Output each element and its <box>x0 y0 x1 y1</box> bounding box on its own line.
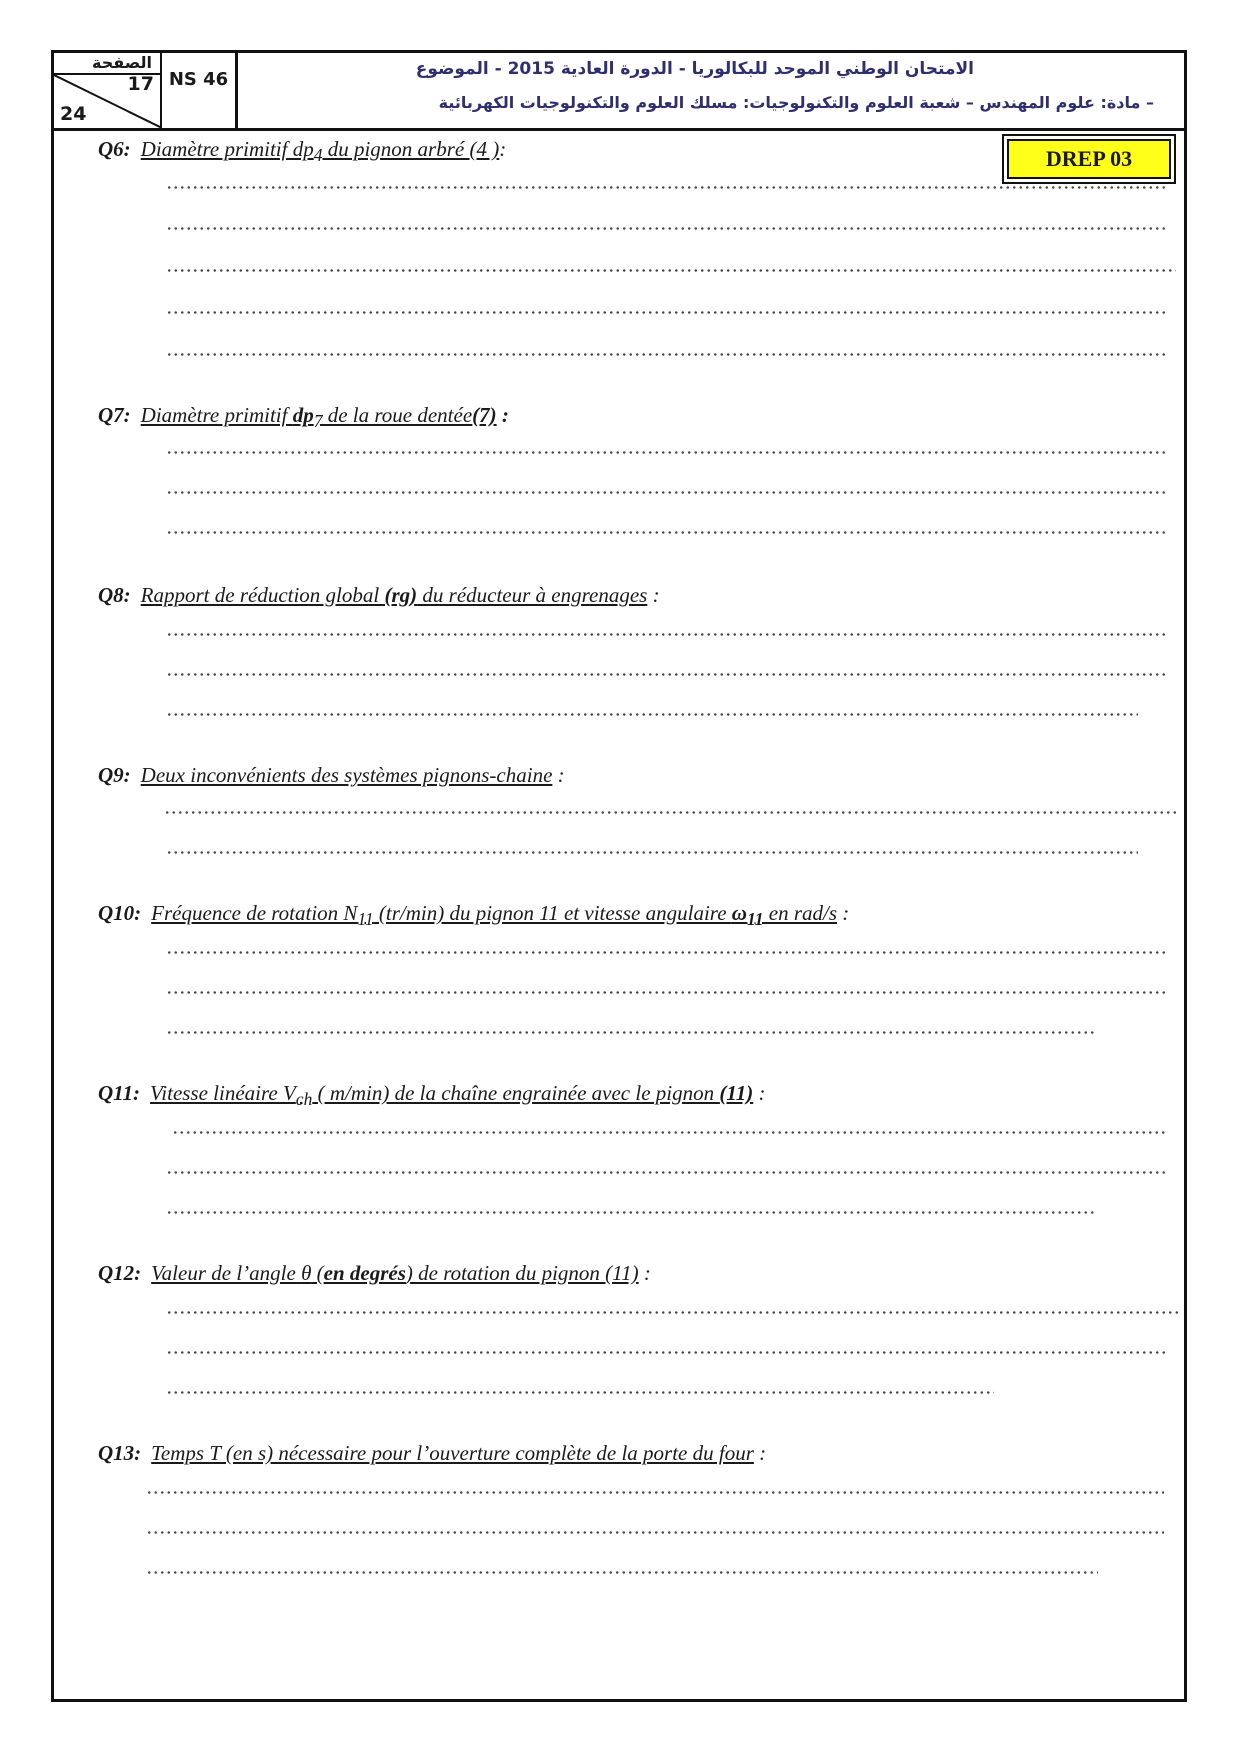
question-suffix: : <box>499 137 507 161</box>
answer-line[interactable] <box>166 1031 1096 1034</box>
question-number: Q13: <box>98 1441 142 1465</box>
answer-line[interactable] <box>166 1211 1096 1214</box>
answer-line[interactable] <box>172 1131 1168 1134</box>
drep-badge <box>1002 134 1176 184</box>
answer-line[interactable] <box>166 186 1166 189</box>
question-q6 <box>98 137 506 166</box>
question-text: Temps T (en s) nécessaire pour l’ouverture complète de la porte du four <box>151 1441 754 1465</box>
page-label: الصفحة <box>54 53 160 75</box>
exam-title-line2: – مادة: علوم المهندس – شعبة العلوم والتكنولوجيات: مسلك العلوم والتكنولوجيات الكهربائية <box>438 93 1154 112</box>
question-suffix: : <box>758 1081 766 1105</box>
question-suffix: : <box>652 583 660 607</box>
answer-line[interactable] <box>166 851 1138 854</box>
question-number: Q6: <box>98 137 131 161</box>
answer-line[interactable] <box>146 1531 1164 1534</box>
page-frame <box>51 50 1187 1702</box>
page-total: 24 <box>60 103 87 125</box>
drep-label: DREP 03 <box>1007 139 1171 179</box>
exam-code: NS 46 <box>162 53 238 128</box>
question-suffix: : <box>842 901 850 925</box>
question-text: Deux inconvénients des systèmes pignons-chaine <box>140 763 553 787</box>
answer-line[interactable] <box>166 531 1166 534</box>
question-q10 <box>98 901 849 930</box>
question-suffix: : <box>759 1441 767 1465</box>
question-q8 <box>98 583 660 608</box>
answer-line[interactable] <box>166 1311 1180 1314</box>
exam-title-line1: الامتحان الوطني الموحد للبكالوريا - الدورة العادية 2015 - الموضوع <box>415 59 974 79</box>
question-q12 <box>98 1261 651 1286</box>
exam-titles <box>244 53 1154 128</box>
answer-line[interactable] <box>166 311 1166 314</box>
question-text: Vitesse linéaire $V_{ch}$ ( m/min) de la chaîne engrainée avec le pignon (11) <box>150 1081 754 1110</box>
question-text: Rapport de réduction global (rg) du réducteur à engrenages <box>140 583 648 607</box>
question-number: Q9: <box>98 763 131 787</box>
question-suffix: : <box>501 403 509 427</box>
answer-line[interactable] <box>166 633 1166 636</box>
question-number: Q7: <box>98 403 131 427</box>
question-text: Diamètre primitif $dp_7$ de la roue dentée(7) <box>140 403 497 432</box>
page-header <box>54 53 1184 131</box>
answer-line[interactable] <box>166 1391 994 1394</box>
question-q11 <box>98 1081 765 1110</box>
question-q13 <box>98 1441 766 1466</box>
page-current: 17 <box>127 73 154 95</box>
question-number: Q12: <box>98 1261 142 1285</box>
answer-line[interactable] <box>166 951 1166 954</box>
answer-line[interactable] <box>166 1351 1166 1354</box>
answer-line[interactable] <box>146 1571 1098 1574</box>
answer-line[interactable] <box>166 353 1166 356</box>
question-text: Fréquence de rotation $N_{11}$ (tr/min) du pignon 11 et vitesse angulaire $\omega_{11}$ en rad/s <box>151 901 837 930</box>
answer-line[interactable] <box>166 491 1166 494</box>
question-text: Valeur de l’angle θ (en degrés) de rotation du pignon (11) <box>151 1261 639 1285</box>
question-number: Q11: <box>98 1081 140 1105</box>
question-q9 <box>98 763 565 788</box>
question-suffix: : <box>557 763 565 787</box>
page-number-box <box>54 53 162 128</box>
answer-line[interactable] <box>166 227 1166 230</box>
answer-line[interactable] <box>164 811 1178 814</box>
answer-line[interactable] <box>166 269 1176 272</box>
question-suffix: : <box>643 1261 651 1285</box>
answer-line[interactable] <box>166 991 1166 994</box>
question-q7 <box>98 403 509 432</box>
answer-line[interactable] <box>166 673 1166 676</box>
answer-line[interactable] <box>146 1491 1164 1494</box>
question-number: Q8: <box>98 583 131 607</box>
answer-line[interactable] <box>166 1171 1166 1174</box>
question-text: Diamètre primitif $dp_4$ du pignon arbré (4 ) <box>140 137 500 166</box>
answer-line[interactable] <box>166 713 1138 716</box>
question-number: Q10: <box>98 901 142 925</box>
answer-line[interactable] <box>166 451 1166 454</box>
